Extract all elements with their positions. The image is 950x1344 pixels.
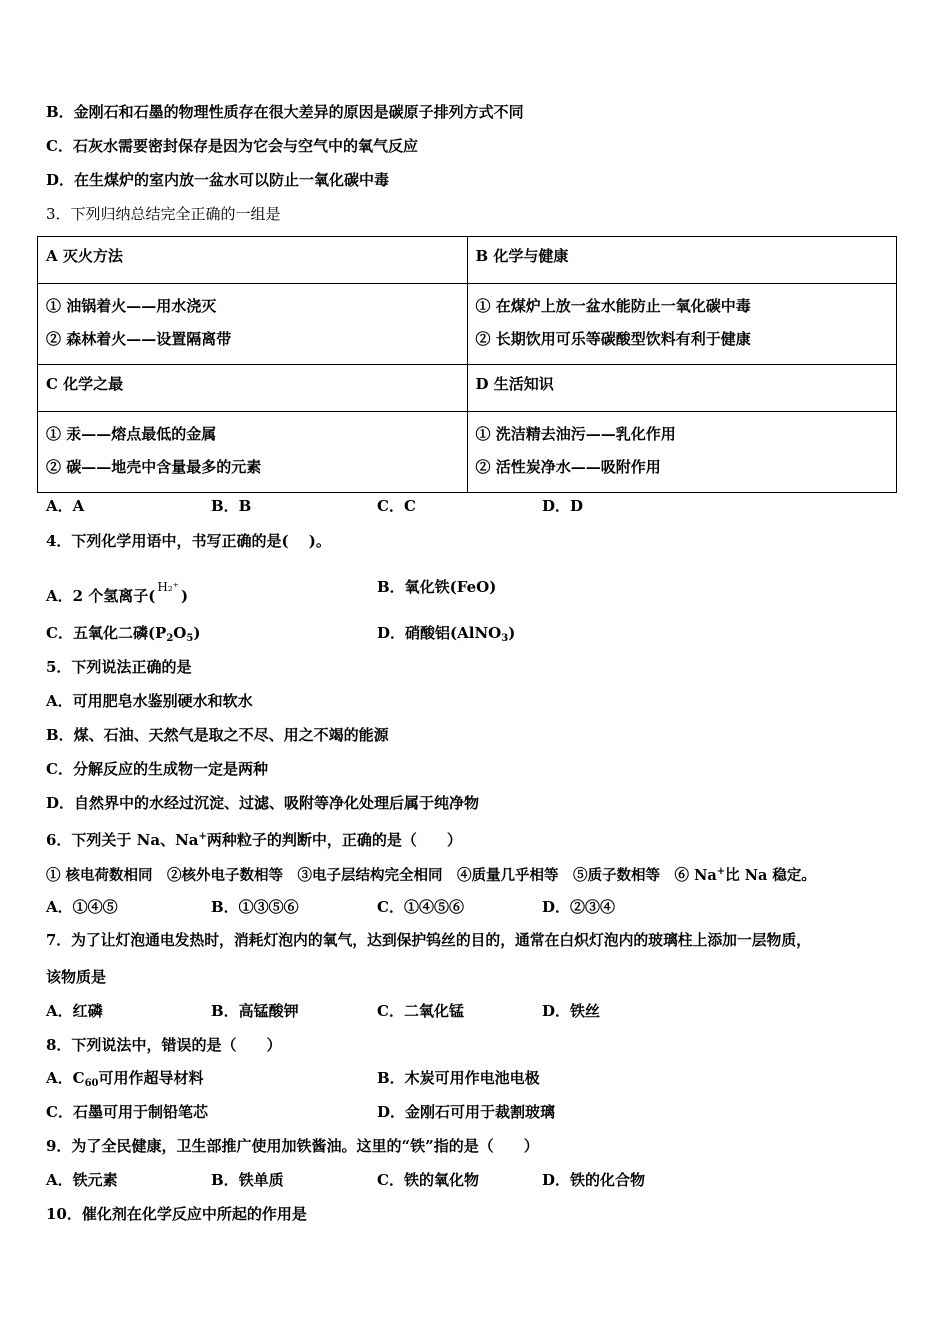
q6-option-b: B．①③⑤⑥ [211,898,299,916]
q5-option-d: D．自然界中的水经过沉淀、过滤、吸附等净化处理后属于纯净物 [46,794,480,812]
q5-option-b: B．煤、石油、天然气是取之不尽、用之不竭的能源 [46,726,389,744]
q4-option-d-close: ) [508,624,516,642]
q6-stem-text: 6．下列关于 Na、Na [46,831,199,849]
q4-option-a [46,577,188,606]
q6-statements-text-2: 比 Na 稳定。 [725,867,816,884]
q8-option-a-text-2: 可用作超导材料 [98,1069,204,1087]
q6-option-a: A．①④⑤ [46,898,118,916]
cell-c-item-1: ① 汞——熔点最低的金属 [46,425,217,443]
q6-option-d: D．②③④ [542,898,616,916]
q5-option-c: C．分解反应的生成物一定是两种 [46,760,268,778]
cell-a-body [38,284,468,365]
superscript: + [716,866,726,877]
superscript: + [198,831,207,842]
q4-option-a-text: A．2 个氢离子( [46,587,156,605]
q4-option-c [46,623,200,649]
q8-option-d: D．金刚石可用于裁割玻璃 [377,1103,556,1121]
q3-option-c: C．C [377,497,416,515]
option-b: B．金刚石和石墨的物理性质存在很大差异的原因是碳原子排列方式不同 [46,103,524,121]
q9-option-c: C．铁的氧化物 [377,1171,479,1189]
q3-option-a: A．A [46,497,85,515]
subscript: 5 [186,633,194,644]
cell-b-body [467,284,897,365]
cell-d-body [467,412,897,493]
q4-stem: 4．下列化学用语中，书写正确的是( )。 [46,532,331,550]
cell-b-item-1: ① 在煤炉上放一盆水能防止一氧化碳中毒 [475,297,751,315]
q8-option-c: C．石墨可用于制铅笔芯 [46,1103,208,1121]
q6-option-c: C．①④⑤⑥ [377,898,464,916]
q7-option-a: A．红磷 [46,1002,103,1020]
cell-d-item-1: ① 洗洁精去油污——乳化作用 [475,425,676,443]
q4-option-c-mid: O [173,624,187,642]
q6-stem [46,827,462,850]
q7-option-d: D．铁丝 [542,1002,601,1020]
hydrogen-ion-formula: H₂⁺ [157,580,180,594]
cell-c-item-2: ② 碳——地壳中含量最多的元素 [46,458,262,476]
q4-option-a-close: ) [181,587,189,605]
q3-option-b: B．B [211,497,252,515]
cell-a-item-2: ② 森林着火——设置隔离带 [46,330,232,348]
cell-d-head: D 生活知识 [467,365,897,412]
q6-statements-text: ① 核电荷数相同 ②核外电子数相等 ③电子层结构完全相同 ④质量几乎相等 ⑤质子数相等 ⑥ Na [46,867,717,884]
subscript: 60 [84,1078,99,1089]
q6-statements [46,862,816,886]
cell-c-body [38,412,468,493]
q6-stem-text-2: 两种粒子的判断中，正确的是（ ） [206,831,462,849]
q8-option-a-text: A．C [46,1069,85,1087]
q5-option-a: A．可用肥皂水鉴别硬水和软水 [46,692,253,710]
q4-option-b: B．氧化铁(FeO) [377,578,497,596]
q4-option-d-text: D．硝酸铝(AlNO [377,624,502,642]
q7-stem-line-1: 7．为了让灯泡通电发热时，消耗灯泡内的氧气，达到保护钨丝的目的，通常在白炽灯泡内的玻璃柱上添加一层物质， [46,932,811,949]
q9-option-d: D．铁的化合物 [542,1171,646,1189]
q8-option-a [46,1068,204,1094]
cell-a-item-1: ① 油锅着火——用水浇灭 [46,297,217,315]
q7-stem-line-2: 该物质是 [46,968,107,986]
q8-option-b: B．木炭可用作电池电极 [377,1069,540,1087]
q3-option-d: D．D [542,497,584,515]
q5-stem: 5．下列说法正确的是 [46,658,192,676]
q9-option-a: A．铁元素 [46,1171,118,1189]
q4-option-d [377,623,515,649]
cell-c-head: C 化学之最 [38,365,468,412]
q4-option-c-text: C．五氧化二磷(P [46,624,167,642]
q4-option-c-close: ) [193,624,201,642]
q9-stem: 9．为了全民健康，卫生部推广使用加铁酱油。这里的“铁”指的是（ ） [46,1137,539,1155]
q8-stem: 8．下列说法中，错误的是（ ） [46,1036,282,1054]
q7-option-b: B．高锰酸钾 [211,1002,299,1020]
cell-b-item-2: ② 长期饮用可乐等碳酸型饮料有利于健康 [475,330,751,348]
cell-b-head: B 化学与健康 [467,237,897,284]
option-d: D．在生煤炉的室内放一盆水可以防止一氧化碳中毒 [46,171,390,189]
q3-stem: 3．下列归纳总结完全正确的一组是 [46,205,281,223]
cell-a-head: A 灭火方法 [38,237,468,284]
option-c: C．石灰水需要密封保存是因为它会与空气中的氧气反应 [46,137,418,155]
q10-stem: 10．催化剂在化学反应中所起的作用是 [46,1205,307,1223]
q3-table [37,236,897,493]
subscript: 3 [501,633,509,644]
cell-d-item-2: ② 活性炭净水——吸附作用 [475,458,661,476]
q9-option-b: B．铁单质 [211,1171,284,1189]
q7-option-c: C．二氧化锰 [377,1002,464,1020]
subscript: 2 [166,633,174,644]
